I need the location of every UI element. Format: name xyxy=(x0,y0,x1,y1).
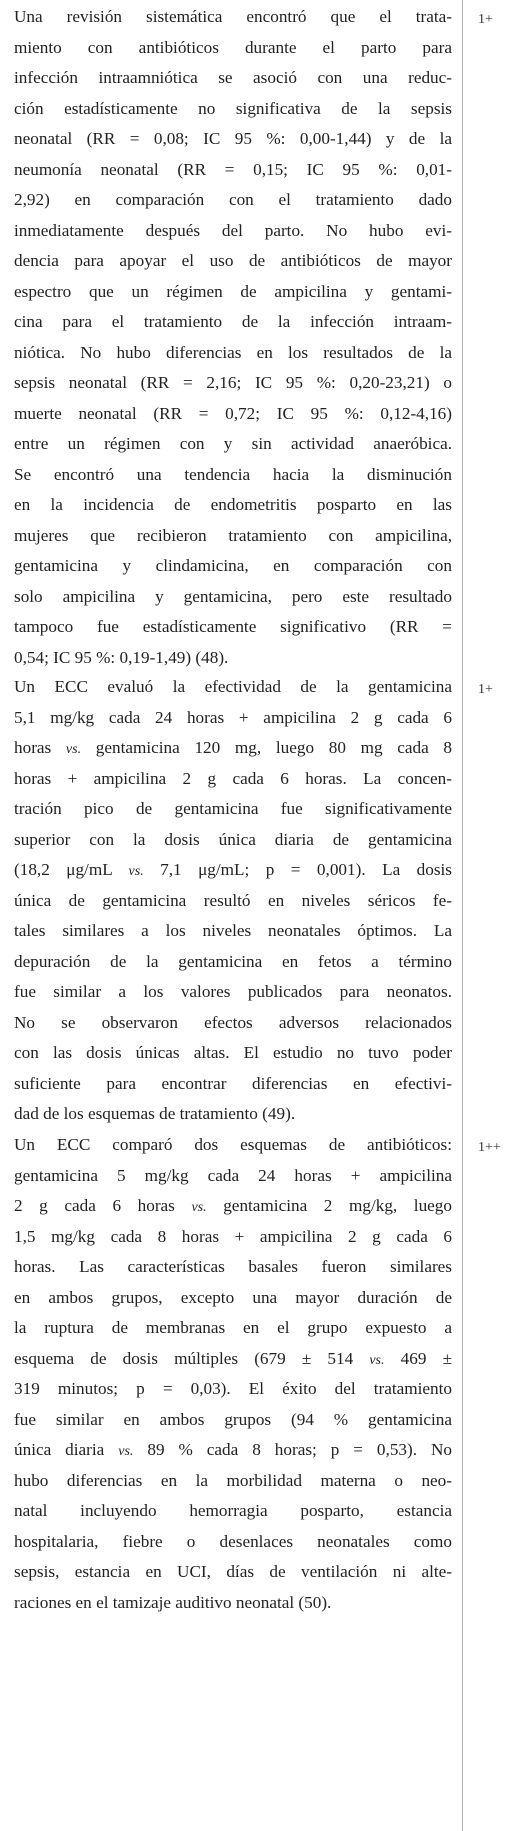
text-line: 1,5 mg/kg cada 8 horas + ampicilina 2 g cada 6 xyxy=(14,1226,452,1246)
text-line: Un ECC evaluó la efectividad de la gentamicina xyxy=(14,677,452,696)
text-line: infección intraamniótica se asoció con una reduc- xyxy=(14,68,452,87)
text-line: hubo diferencias en la morbilidad materna o neo- xyxy=(14,1470,452,1490)
text-line: hospitalaria, fiebre o desenlaces neonatales como xyxy=(14,1531,452,1551)
text-line: 2 g cada 6 horas vs. gentamicina 2 mg/kg, luego xyxy=(14,1196,452,1215)
text-line: sepsis, estancia en UCI, días de ventilación ni alte- xyxy=(14,1562,452,1581)
text-line: Una revisión sistemática encontró que el trata- xyxy=(14,7,452,26)
text-line: natal incluyendo hemorragia posparto, estancia xyxy=(14,1501,452,1520)
text-line: niótica. No hubo diferencias en los resultados de la xyxy=(14,342,452,362)
text-line: en la incidencia de endometritis posparto en las xyxy=(14,495,452,514)
evidence-level-label: 1++ xyxy=(478,1140,501,1155)
text-line: inmediatamente después del parto. No hubo evi- xyxy=(14,220,452,240)
text-line: mujeres que recibieron tratamiento con ampicilina, xyxy=(14,525,452,545)
text-line: superior con la dosis única diaria de gentamicina xyxy=(14,829,452,849)
text-line: tales similares a los niveles neonatales óptimos. La xyxy=(14,921,452,940)
paragraph-gentamicin-ecc-1 xyxy=(14,672,452,1130)
text-line: suficiente para encontrar diferencias en efectivi- xyxy=(14,1073,452,1093)
paragraph-gentamicin-ecc-2 xyxy=(14,1130,452,1618)
text-line: tración pico de gentamicina fue significativamente xyxy=(14,799,452,818)
text-line: sepsis neonatal (RR = 2,16; IC 95 %: 0,20-23,21) o xyxy=(14,373,452,392)
text-line: 319 minutos; p = 0,03). El éxito del tratamiento xyxy=(14,1379,452,1398)
text-line: con las dosis únicas altas. El estudio no tuvo poder xyxy=(14,1043,452,1062)
text-line: esquema de dosis múltiples (679 ± 514 vs. 469 ± xyxy=(14,1348,453,1368)
text-line: Un ECC comparó dos esquemas de antibióticos: xyxy=(14,1135,452,1154)
evidence-level-label: 1+ xyxy=(478,682,493,697)
text-line: gentamicina 5 mg/kg cada 24 horas + ampicilina xyxy=(14,1165,452,1185)
text-line: solo ampicilina y gentamicina, pero este resultado xyxy=(14,586,452,606)
paragraph-antibiotics-review xyxy=(14,2,452,673)
text-line: miento con antibióticos durante el parto para xyxy=(14,37,452,57)
text-line: Se encontró una tendencia hacia la disminución xyxy=(14,464,452,484)
text-line: raciones en el tamizaje auditivo neonatal (50). xyxy=(14,1592,332,1612)
text-line: 0,54; IC 95 %: 0,19-1,49) (48). xyxy=(14,647,229,667)
evidence-level-label: 1+ xyxy=(478,12,493,27)
text-line: única de gentamicina resultó en niveles séricos fe- xyxy=(14,890,452,910)
text-line: espectro que un régimen de ampicilina y gentami- xyxy=(14,281,452,301)
text-line: depuración de la gentamicina en fetos a término xyxy=(14,951,452,971)
text-line: fue similar en ambos grupos (94 % gentamicina xyxy=(14,1409,452,1429)
text-line: cina para el tratamiento de la infección intraam- xyxy=(14,312,452,331)
text-line: neonatal (RR = 0,08; IC 95 %: 0,00-1,44) y de la xyxy=(14,129,452,148)
text-line: fue similar a los valores publicados para neonatos. xyxy=(14,982,452,1001)
text-line: única diaria vs. 89 % cada 8 horas; p = 0,53). No xyxy=(14,1440,452,1459)
text-line: 2,92) en comparación con el tratamiento dado xyxy=(14,190,452,209)
text-line: muerte neonatal (RR = 0,72; IC 95 %: 0,12-4,16) xyxy=(14,403,452,423)
text-line: entre un régimen con y sin actividad anaeróbica. xyxy=(14,434,452,453)
evidence-column-divider xyxy=(462,0,463,1831)
text-line: dad de los esquemas de tratamiento (49). xyxy=(14,1104,296,1123)
text-line: en ambos grupos, excepto una mayor duración de xyxy=(14,1287,452,1307)
text-line: horas + ampicilina 2 g cada 6 horas. La concen- xyxy=(14,768,452,788)
text-line: horas. Las características basales fueron similares xyxy=(14,1257,452,1276)
text-line: No se observaron efectos adversos relacionados xyxy=(14,1012,452,1032)
text-line: ción estadísticamente no significativa de la sepsis xyxy=(14,98,452,118)
text-line: la ruptura de membranas en el grupo expuesto a xyxy=(14,1318,452,1337)
text-line: gentamicina y clindamicina, en comparación con xyxy=(14,556,452,575)
text-line: neumonía neonatal (RR = 0,15; IC 95 %: 0,01- xyxy=(14,159,452,179)
text-line: (18,2 μg/mL vs. 7,1 μg/mL; p = 0,001). La dosis xyxy=(14,860,452,879)
text-line: dencia para apoyar el uso de antibióticos de mayor xyxy=(14,251,452,270)
text-line: 5,1 mg/kg cada 24 horas + ampicilina 2 g cada 6 xyxy=(14,707,452,727)
text-line: horas vs. gentamicina 120 mg, luego 80 mg cada 8 xyxy=(14,738,452,757)
text-line: tampoco fue estadísticamente significativo (RR = xyxy=(14,617,452,636)
